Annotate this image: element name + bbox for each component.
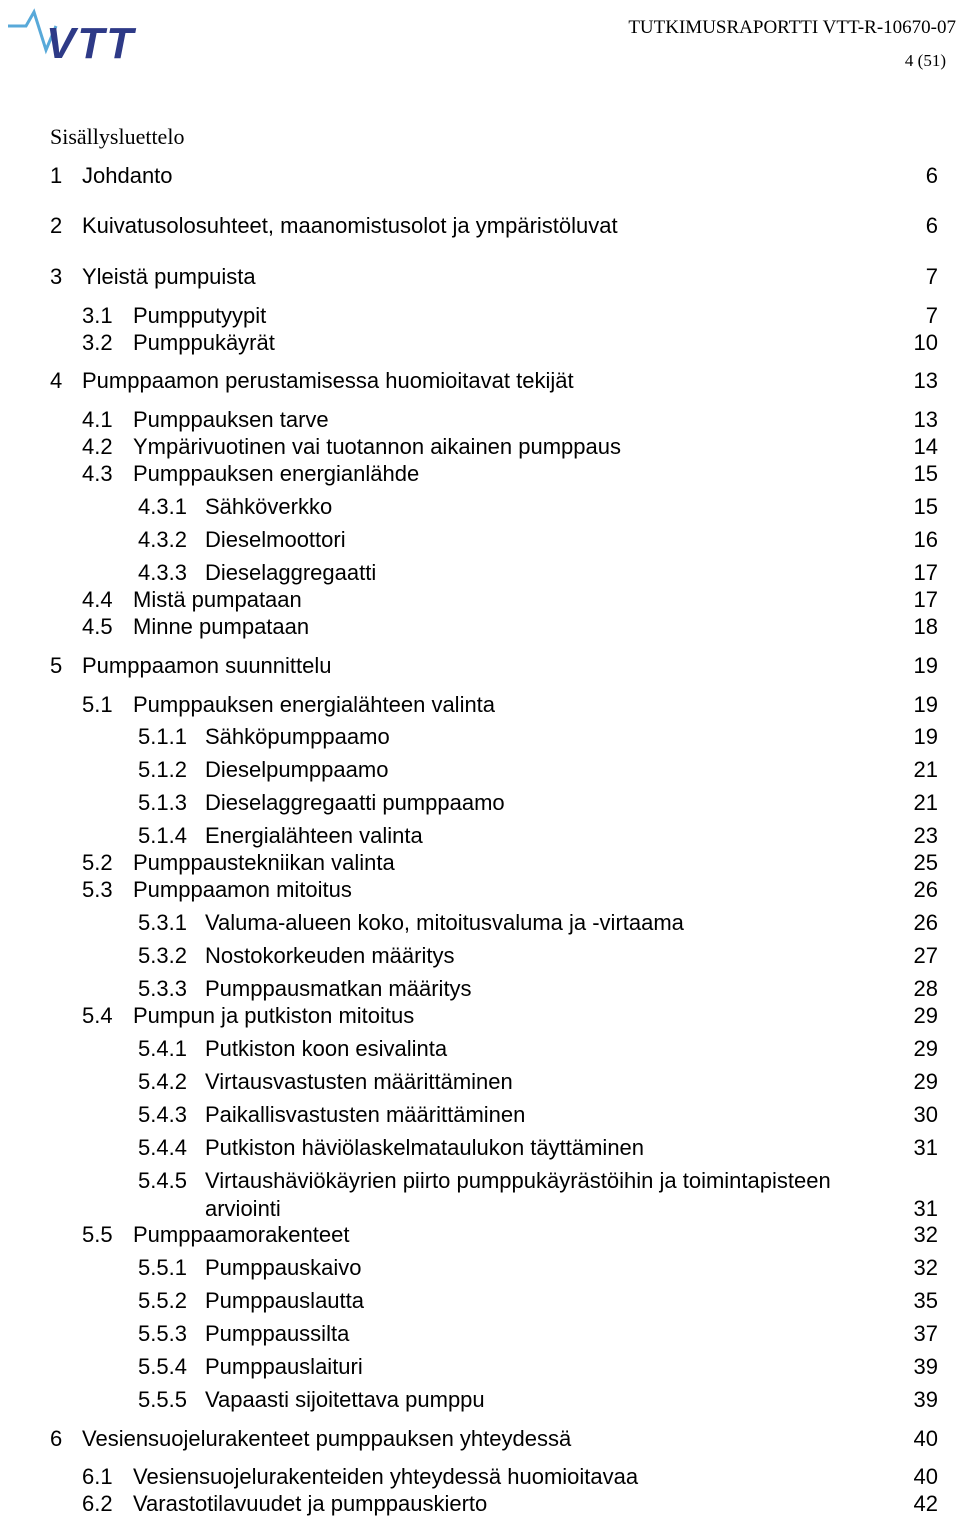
toc-entry-title: Dieselmoottori [205, 527, 346, 552]
toc-entry-title: Putkiston häviölaskelmataulukon täyttäminen [205, 1135, 645, 1160]
toc-entry-number: 5.4.4 [138, 1135, 187, 1160]
toc-entry[interactable] [0, 1490, 960, 1518]
toc-entry-title: Yleistä pumpuista [82, 264, 256, 289]
toc-entry[interactable] [0, 789, 960, 817]
toc-entry-page: 29 [913, 1036, 938, 1061]
toc-entry-title: Virtaushäviökäyrien piirto pumppukäyrästöihin ja toimintapisteen arviointi [205, 1168, 831, 1221]
toc-entry-page: 14 [913, 434, 938, 459]
toc-entry-number: 5.5.5 [138, 1387, 187, 1412]
toc-entry-number: 5.4.2 [138, 1069, 187, 1094]
vtt-logo-text: VTT [46, 19, 136, 64]
toc-entry-page: 17 [913, 587, 938, 612]
toc-entry-title: Dieselaggregaatti pumppaamo [205, 790, 505, 815]
toc-entry-number: 3 [50, 264, 63, 289]
toc-entry-number: 5.2 [82, 850, 113, 875]
toc-entry[interactable] [0, 876, 960, 904]
toc-entry-page: 19 [913, 724, 938, 749]
toc-entry-title: Putkiston koon esivalinta [205, 1036, 448, 1061]
toc-entry-title: Paikallisvastusten määrittäminen [205, 1102, 526, 1127]
toc-entry-title: Ympärivuotinen vai tuotannon aikainen pumppaus [133, 434, 621, 459]
toc-entry-page: 25 [913, 850, 938, 875]
toc-entry-title: Pumppauslautta [205, 1288, 364, 1313]
toc-entry-title: Pumppausmatkan määritys [205, 976, 472, 1001]
toc-entry-number: 4.5 [82, 614, 113, 639]
toc-entry-number: 5.1.2 [138, 757, 187, 782]
toc-entry-page: 39 [913, 1354, 938, 1379]
toc-entry-page: 31 [913, 1135, 938, 1160]
toc-entry-title: Dieselaggregaatti [205, 560, 377, 585]
toc-entry-number: 3.1 [82, 303, 113, 328]
toc-entry[interactable] [0, 613, 960, 641]
toc-entry-number: 5.3 [82, 877, 113, 902]
toc-entry-page: 40 [913, 1426, 938, 1451]
toc-entry-page: 23 [913, 823, 938, 848]
toc-entry-number: 3.2 [82, 330, 113, 355]
toc-entry[interactable] [0, 302, 960, 330]
toc-entry[interactable] [0, 1320, 960, 1348]
toc-entry-number: 5.1.1 [138, 724, 187, 749]
toc-entry[interactable] [0, 493, 960, 521]
toc-entry-page: 32 [913, 1255, 938, 1280]
toc-entry[interactable] [0, 652, 960, 680]
toc-entry-page: 18 [913, 614, 938, 639]
toc-entry-number: 4 [50, 368, 63, 393]
toc-entry-title: Virtausvastusten määrittäminen [205, 1069, 513, 1094]
page-number: 4 (51) [904, 51, 946, 70]
toc-entry-number: 5.5.3 [138, 1321, 187, 1346]
toc-entry-page: 7 [925, 303, 938, 328]
toc-entry-title: Pumppauskaivo [205, 1255, 362, 1280]
toc-entry-number: 5.3.2 [138, 943, 187, 968]
toc-entry-page: 7 [925, 264, 938, 289]
toc-entry[interactable] [0, 723, 960, 751]
toc-entry[interactable] [0, 460, 960, 488]
toc-entry[interactable] [0, 756, 960, 784]
toc-entry-number: 4.2 [82, 434, 113, 459]
toc-entry-page: 15 [913, 461, 938, 486]
toc-entry-page: 16 [913, 527, 938, 552]
toc-entry[interactable] [0, 329, 960, 357]
toc-entry-page: 19 [913, 653, 938, 678]
toc-entry-number: 5.4.5 [138, 1168, 187, 1193]
toc-entry[interactable] [0, 975, 960, 1003]
report-id: TUTKIMUSRAPORTTI VTT-R-10670-07 [628, 17, 956, 38]
toc-entry[interactable] [0, 162, 960, 190]
toc-entry-page: 35 [913, 1288, 938, 1313]
toc-entry-title: Nostokorkeuden määritys [205, 943, 455, 968]
toc-entry-page: 40 [913, 1464, 938, 1489]
toc-entry-page: 29 [913, 1069, 938, 1094]
toc-entry[interactable] [0, 909, 960, 937]
toc-entry-number: 5.5.1 [138, 1255, 187, 1280]
toc-entry[interactable] [0, 1068, 960, 1096]
toc-entry-number: 4.3.3 [138, 560, 187, 585]
toc-entry-title: Pumpputyypit [133, 303, 267, 328]
toc-entry-number: 5.5.4 [138, 1354, 187, 1379]
toc-entry-title: Dieselpumppaamo [205, 757, 389, 782]
toc-entry-title: Johdanto [82, 163, 173, 188]
toc-entry[interactable] [0, 263, 960, 291]
toc-entry-page: 19 [913, 692, 938, 717]
toc-entry-title: Pumppaussilta [205, 1321, 350, 1346]
toc-entry-number: 5.4.1 [138, 1036, 187, 1061]
toc-entry-page: 37 [913, 1321, 938, 1346]
toc-entry-number: 5.1.4 [138, 823, 187, 848]
toc-entry-title: Pumppauslaituri [205, 1354, 363, 1379]
toc-entry-title: Pumppaamon perustamisessa huomioitavat tekijät [82, 368, 574, 393]
toc-entry-page: 15 [913, 494, 938, 519]
toc-entry-page: 6 [925, 213, 938, 238]
toc-entry-title: Pumppukäyrät [133, 330, 275, 355]
toc-entry-number: 5 [50, 653, 63, 678]
toc-entry-number: 5.4 [82, 1003, 113, 1028]
toc-entry-title: Pumppauksen tarve [133, 407, 329, 432]
toc-entry-title: Pumppaamon suunnittelu [82, 653, 332, 678]
toc-entry-number: 4.3 [82, 461, 113, 486]
toc-entry-page: 29 [913, 1003, 938, 1028]
toc-entry[interactable] [0, 212, 960, 240]
toc-entry-number: 4.3.1 [138, 494, 187, 519]
toc-entry[interactable] [0, 586, 960, 614]
toc-entry[interactable] [0, 526, 960, 554]
toc-entry-number: 5.1.3 [138, 790, 187, 815]
toc-heading: Sisällysluettelo [50, 124, 185, 149]
toc-entry-title: Sähköverkko [205, 494, 333, 519]
toc-entry-number: 4.3.2 [138, 527, 187, 552]
toc-entry-number: 6 [50, 1426, 63, 1451]
toc-entry-number: 5.5 [82, 1222, 113, 1247]
toc-entry[interactable] [0, 1353, 960, 1381]
toc-entry[interactable] [0, 559, 960, 587]
toc-entry-page: 10 [913, 330, 938, 355]
toc-entry-page: 6 [925, 163, 938, 188]
toc-entry-number: 6.1 [82, 1464, 113, 1489]
toc-entry[interactable] [0, 433, 960, 461]
toc-entry-page: 39 [913, 1387, 938, 1412]
toc-entry-number: 5.5.2 [138, 1288, 187, 1313]
toc-entry[interactable] [0, 1101, 960, 1129]
toc-entry-number: 6.2 [82, 1491, 113, 1516]
toc-entry[interactable] [0, 1134, 960, 1162]
toc-entry-title: Pumppauksen energianlähde [133, 461, 420, 486]
toc-entry-number: 1 [50, 163, 63, 188]
toc-entry-title: Pumppaustekniikan valinta [133, 850, 395, 875]
toc-entry[interactable] [0, 1287, 960, 1315]
toc-entry-number: 4.4 [82, 587, 113, 612]
toc-entry-page: 32 [913, 1222, 938, 1247]
toc-entry[interactable] [0, 1221, 960, 1249]
toc-entry-title: Pumppaamon mitoitus [133, 877, 352, 902]
toc-entry-title: Energialähteen valinta [205, 823, 423, 848]
toc-entry-title: Pumppaamorakenteet [133, 1222, 350, 1247]
toc-entry[interactable] [0, 1425, 960, 1453]
toc-entry[interactable] [0, 1035, 960, 1063]
toc-entry-page: 21 [913, 757, 938, 782]
toc-entry-number: 4.1 [82, 407, 113, 432]
toc-entry-number: 5.3.3 [138, 976, 187, 1001]
toc-entry-page: 17 [913, 560, 938, 585]
vtt-logo [6, 6, 162, 64]
toc-entry[interactable] [0, 1386, 960, 1414]
toc-entry-page: 27 [913, 943, 938, 968]
toc-entry-title: Sähköpumppaamo [205, 724, 390, 749]
toc-entry-page: 13 [913, 407, 938, 432]
toc-entry[interactable] [0, 849, 960, 877]
toc-entry-page: 26 [913, 877, 938, 902]
toc-entry[interactable] [0, 1463, 960, 1491]
toc-entry-title: Vesiensuojelurakenteiden yhteydessä huomioitavaa [133, 1464, 639, 1489]
toc-entry[interactable] [0, 1167, 960, 1223]
toc-entry-page: 26 [913, 910, 938, 935]
toc-entry-page: 42 [913, 1491, 938, 1516]
toc-entry-page: 28 [913, 976, 938, 1001]
toc-entry-page: 21 [913, 790, 938, 815]
toc-entry-title: Minne pumpataan [133, 614, 310, 639]
toc-entry-title: Mistä pumpataan [133, 587, 302, 612]
toc-entry-title: Kuivatusolosuhteet, maanomistusolot ja ympäristöluvat [82, 213, 618, 238]
toc-entry-number: 2 [50, 213, 63, 238]
toc-entry-title: Pumppauksen energialähteen valinta [133, 692, 496, 717]
toc-entry[interactable] [0, 691, 960, 719]
toc-entry-title: Pumpun ja putkiston mitoitus [133, 1003, 415, 1028]
toc-entry[interactable] [0, 1254, 960, 1282]
toc-entry-title: Vapaasti sijoitettava pumppu [205, 1387, 485, 1412]
toc-entry[interactable] [0, 406, 960, 434]
toc-entry-title: Valuma-alueen koko, mitoitusvaluma ja -virtaama [205, 910, 684, 935]
toc-entry[interactable] [0, 942, 960, 970]
toc-entry-title: Vesiensuojelurakenteet pumppauksen yhteydessä [82, 1426, 572, 1451]
toc-entry-page: 31 [913, 1196, 938, 1221]
toc-entry[interactable] [0, 822, 960, 850]
toc-entry-page: 13 [913, 368, 938, 393]
toc-entry-number: 5.1 [82, 692, 113, 717]
toc-entry-number: 5.4.3 [138, 1102, 187, 1127]
toc-entry[interactable] [0, 1002, 960, 1030]
toc-entry[interactable] [0, 367, 960, 395]
toc-entry-number: 5.3.1 [138, 910, 187, 935]
toc-entry-title: Varastotilavuudet ja pumppauskierto [133, 1491, 488, 1516]
toc-entry-page: 30 [913, 1102, 938, 1127]
